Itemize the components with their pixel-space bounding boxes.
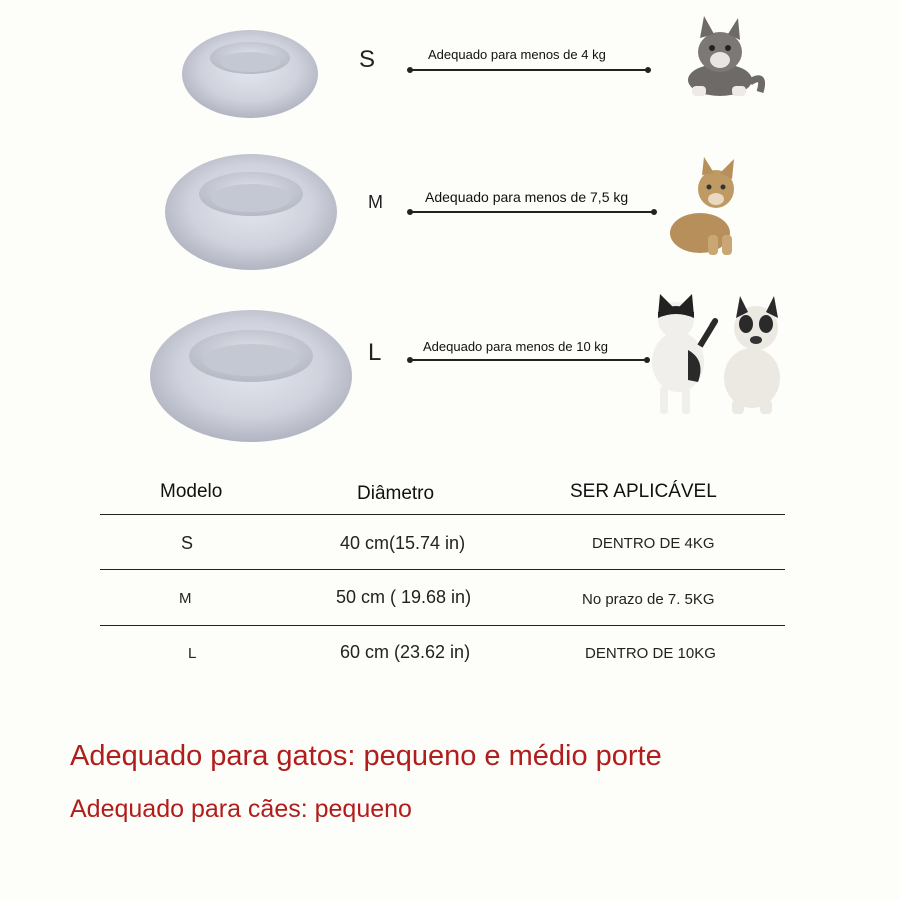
header-model: Modelo (160, 481, 223, 502)
kitten-image (680, 12, 770, 100)
table-rule (100, 514, 785, 515)
size-label-m: M (368, 192, 383, 212)
cat-image (664, 155, 748, 257)
size-label-l: L (368, 339, 382, 366)
size-label-s: S (359, 46, 376, 73)
bed-image-medium (163, 140, 339, 272)
cat-and-dog-image (648, 290, 790, 418)
note-dogs: Adequado para cães: pequeno (70, 795, 412, 823)
cell-applicable: DENTRO DE 4KG (592, 535, 715, 552)
cell-diameter: 50 cm ( 19.68 in) (336, 587, 472, 607)
table-rule (100, 569, 785, 570)
bed-image-small (180, 18, 320, 120)
header-diameter: Diâmetro (357, 483, 435, 504)
table-rule (100, 625, 785, 626)
cell-model: M (179, 590, 192, 607)
cell-model: L (188, 645, 197, 662)
cell-applicable: No prazo de 7. 5KG (582, 591, 715, 608)
size-connector-l (410, 359, 647, 361)
cell-applicable: DENTRO DE 10KG (585, 645, 716, 662)
bed-image-large (148, 292, 354, 444)
fit-text-s: Adequado para menos de 4 kg (428, 47, 606, 62)
fit-text-m: Adequado para menos de 7,5 kg (425, 189, 629, 205)
cell-model: S (181, 533, 194, 553)
header-applicable: SER APLICÁVEL (570, 481, 717, 502)
fit-text-l: Adequado para menos de 10 kg (423, 339, 609, 354)
cell-diameter: 60 cm (23.62 in) (340, 642, 471, 662)
size-connector-s (410, 69, 648, 71)
size-connector-m (410, 211, 654, 213)
cell-diameter: 40 cm(15.74 in) (340, 533, 466, 553)
note-cats: Adequado para gatos: pequeno e médio porte (70, 740, 662, 772)
